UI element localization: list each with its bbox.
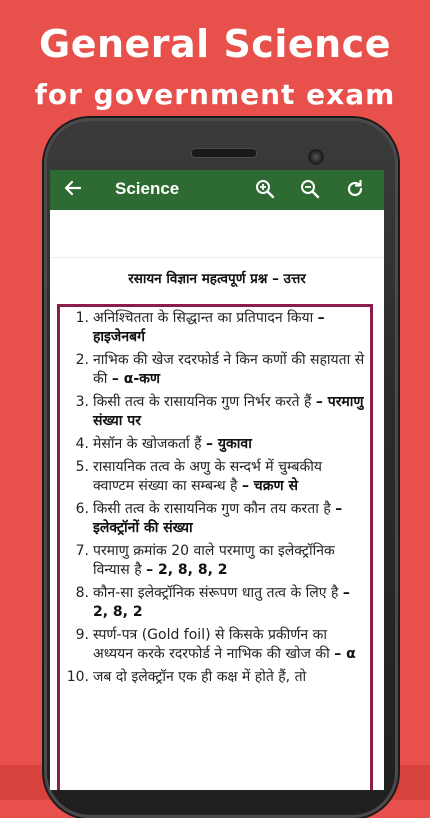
zoom-in-icon[interactable] (254, 178, 276, 200)
question-text: जब दो इलेक्ट्रॉन एक ही कक्ष में होते हैं, तो (93, 669, 307, 685)
banner-ad-space (50, 210, 384, 258)
question-text: अनिश्चितता के सिद्धान्त का प्रतिपादन किया (93, 310, 318, 326)
question-item (93, 542, 370, 580)
question-item (93, 584, 370, 622)
question-text: स्पर्ण-पत्र (Gold foil) से किसके प्रकीर्णन का अध्ययन करके रदरफोर्ड ने नाभिक की खोज की (93, 627, 335, 662)
question-answer: – इलेक्ट्रॉनों की संख्या (93, 501, 343, 536)
content-heading: रसायन विज्ञान महत्वपूर्ण प्रश्न – उत्तर (128, 271, 306, 287)
question-text: कौन-सा इलेक्ट्रॉनिक संरूपण धातु तत्व के लिए है (93, 585, 343, 601)
question-answer: – परमाणु संख्या पर (93, 394, 364, 429)
toolbar-title: Science (115, 179, 180, 198)
question-text: रासायनिक तत्व के अणु के सन्दर्भ में चुम्बकीय क्वाण्टम संख्या का सम्बन्ध है (93, 459, 323, 494)
questions-list (60, 309, 370, 687)
question-item (93, 435, 370, 454)
question-item (93, 626, 370, 664)
question-answer: – युकावा (206, 436, 252, 452)
question-answer: – α-कण (111, 371, 161, 387)
phone-camera (306, 147, 326, 167)
question-answer: – 2, 8, 2 (93, 585, 350, 620)
app-toolbar (50, 170, 384, 210)
question-text: नाभिक की खेज रदरफोर्ड ने किन कणों की सहायता से की (93, 352, 365, 387)
question-answer: – हाइजेनबर्ग (93, 310, 325, 345)
refresh-icon[interactable] (344, 178, 366, 200)
arrow-left-icon[interactable] (63, 178, 83, 203)
phone-speaker (191, 148, 257, 158)
app-screen (50, 170, 384, 790)
question-item (93, 668, 370, 687)
promo-subtitle: for government exam (34, 78, 396, 111)
question-item (93, 458, 370, 496)
question-answer: – α (334, 646, 356, 662)
question-answer: – 2, 8, 8, 2 (146, 562, 228, 578)
question-item (93, 500, 370, 538)
zoom-out-icon[interactable] (299, 178, 321, 200)
question-text: किसी तत्व के रासायनिक गुण कौन तय करता है (93, 501, 336, 517)
phone-frame (44, 118, 398, 818)
question-answer: – चक्रण से (241, 478, 298, 494)
questions-box (57, 304, 373, 790)
question-text: परमाणु क्रमांक 20 वाले परमाणु का इलेक्ट्रॉनिक विन्यास है (93, 543, 335, 578)
question-text: किसी तत्व के रासायनिक गुण निर्भर करते हैं (93, 394, 316, 410)
promo-title: General Science (39, 22, 391, 66)
question-item (93, 309, 370, 347)
question-item (93, 351, 370, 389)
question-item (93, 393, 370, 431)
question-text: मेसॉन के खोजकर्ता हैं (93, 436, 207, 452)
